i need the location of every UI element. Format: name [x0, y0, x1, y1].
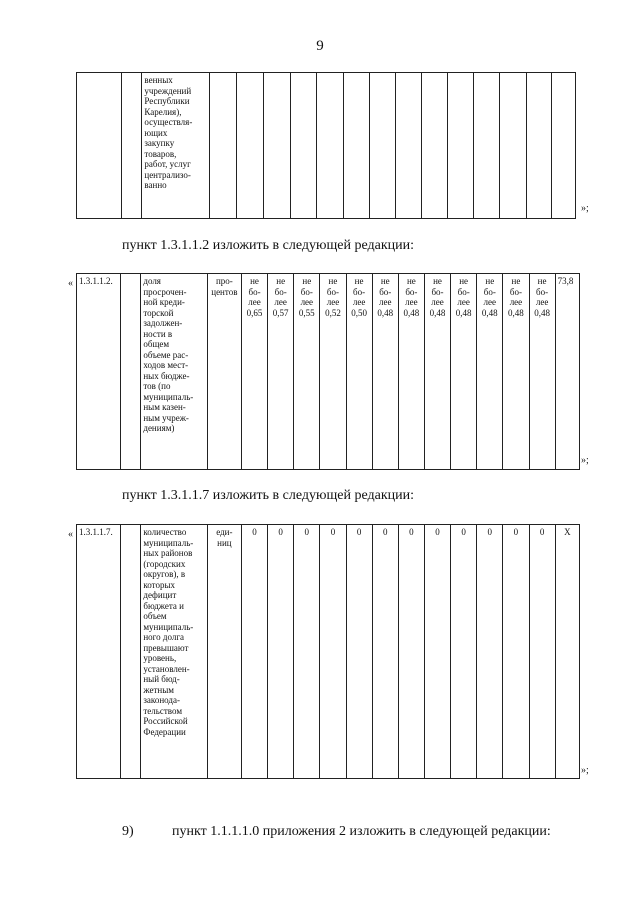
value-cell: 0: [346, 525, 372, 779]
closing-quote: »;: [581, 203, 589, 214]
value-cell: 0: [294, 525, 320, 779]
value-cell: не бо- лее 0,48: [529, 274, 555, 470]
closing-quote: »;: [581, 765, 589, 776]
table-1.3.1.1.7: [76, 524, 580, 779]
value-cell: 0: [320, 525, 346, 779]
value-cell: не бо- лее 0,48: [398, 274, 424, 470]
item-text: пункт 1.1.1.1.0 приложения 2 изложить в следующей редакции:: [172, 824, 551, 839]
opening-quote: «: [68, 529, 73, 540]
table-cell: [122, 73, 142, 219]
unit-cell: еди- ниц: [207, 525, 241, 779]
table-continuation: [76, 72, 576, 219]
table-cell: [369, 73, 395, 219]
table-cell: [422, 73, 448, 219]
table-cell: [317, 73, 343, 219]
table-cell: [395, 73, 421, 219]
paragraph-edit-1.3.1.1.2: пункт 1.3.1.1.2 изложить в следующей редакции:: [122, 238, 414, 253]
code-cell: 1.3.1.1.7.: [77, 525, 121, 779]
table-cell: [264, 73, 291, 219]
value-cell: не бо- лее 0,48: [503, 274, 529, 470]
value-cell: 0: [268, 525, 294, 779]
value-cell: 0: [503, 525, 529, 779]
value-cell: не бо- лее 0,55: [294, 274, 320, 470]
value-cell: 0: [424, 525, 450, 779]
item-number: 9): [122, 824, 134, 839]
value-cell: 0: [372, 525, 398, 779]
opening-quote: «: [68, 278, 73, 289]
last-value-cell: 73,8: [555, 274, 579, 470]
indicator-cell: количество муниципаль- ных районов (городских округов), в которых дефицит бюджета и объем муниципаль- ного долга превышают уровень, установлен- ный бюд- жетным законода- тельством Российской Федерации: [141, 525, 207, 779]
indicator-cell: доля просрочен- ной креди- торской задолжен- ности в общем объеме рас- ходов мест- ных бюдже- тов (по муниципаль- ным казен- ным учреж- дениям): [141, 274, 207, 470]
table-cell: [474, 73, 500, 219]
value-cell: 0: [241, 525, 267, 779]
table-cell: [500, 73, 526, 219]
value-cell: 0: [477, 525, 503, 779]
value-cell: не бо- лее 0,48: [372, 274, 398, 470]
value-cell: не бо- лее 0,52: [320, 274, 346, 470]
value-cell: не бо- лее 0,65: [241, 274, 267, 470]
value-cell: 0: [529, 525, 555, 779]
closing-quote: »;: [581, 455, 589, 466]
table-cell: [526, 73, 551, 219]
table-cell: [209, 73, 236, 219]
table-cell: [121, 525, 141, 779]
code-cell: 1.3.1.1.2.: [77, 274, 121, 470]
table-cell: [343, 73, 369, 219]
value-cell: не бо- лее 0,48: [451, 274, 477, 470]
table-cell: [236, 73, 263, 219]
table-cell: [448, 73, 474, 219]
value-cell: не бо- лее 0,48: [424, 274, 450, 470]
page-number: 9: [316, 38, 324, 54]
table-cell: [291, 73, 317, 219]
table-cell: [551, 73, 575, 219]
value-cell: не бо- лее 0,57: [268, 274, 294, 470]
table-1.3.1.1.2: [76, 273, 580, 470]
indicator-text-cell: венных учреждений Республики Карелия), осуществля- ющих закупку товаров, работ, услуг централизо- ванно: [142, 73, 209, 219]
paragraph-edit-1.3.1.1.7: пункт 1.3.1.1.7 изложить в следующей редакции:: [122, 488, 414, 503]
table-cell: [121, 274, 141, 470]
value-cell: не бо- лее 0,48: [477, 274, 503, 470]
table-cell: [77, 73, 122, 219]
value-cell: 0: [451, 525, 477, 779]
last-value-cell: X: [555, 525, 579, 779]
unit-cell: про- центов: [207, 274, 241, 470]
value-cell: 0: [398, 525, 424, 779]
value-cell: не бо- лее 0,50: [346, 274, 372, 470]
